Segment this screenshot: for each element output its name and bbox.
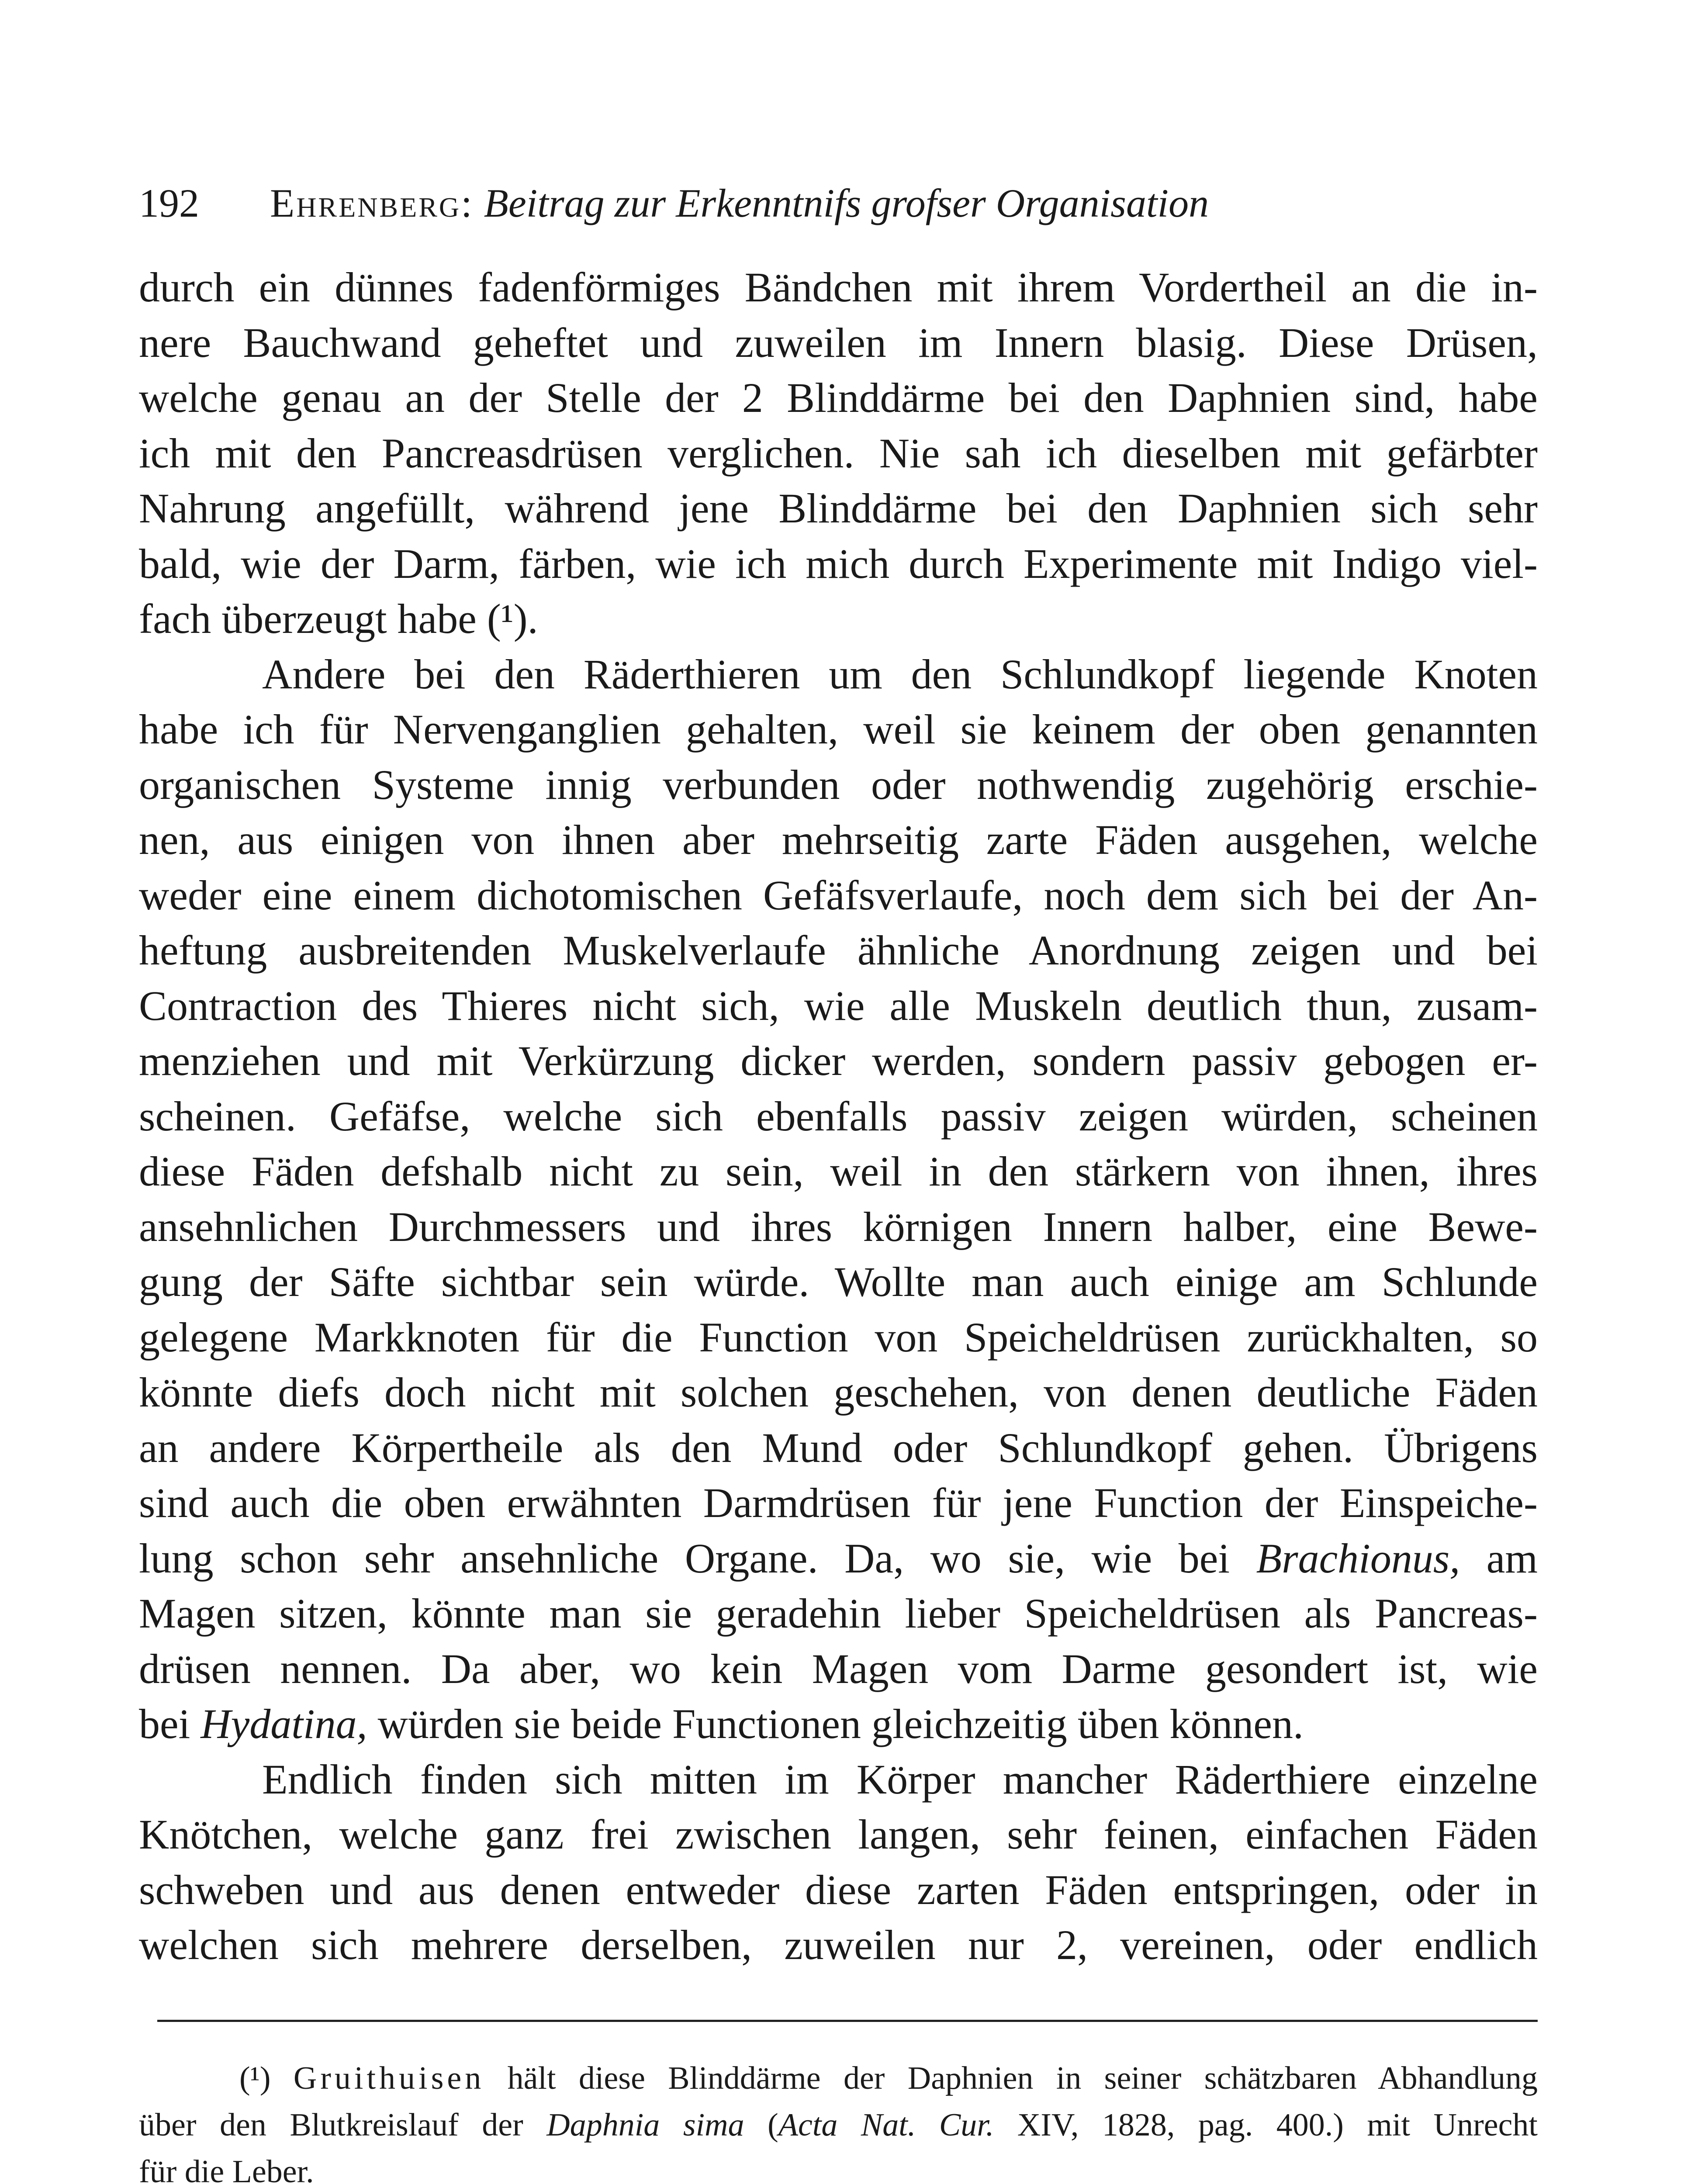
text-line: Contraction des Thieres nicht sich, wie alle Muskeln deutlich thun, zusam- xyxy=(139,982,1538,1029)
text-line: scheinen. Gefäfse, welche sich ebenfalls passiv zeigen würden, scheinen xyxy=(139,1092,1538,1140)
text-segment: bei xyxy=(139,1700,201,1747)
footnote-line xyxy=(139,2102,1538,2149)
text-line: weder eine einem dichotomischen Gefäfsverlaufe, noch dem sich bei der An- xyxy=(139,871,1538,919)
footnote-line xyxy=(139,2055,1538,2102)
text-line: schweben und aus denen entweder diese zarten Fäden entspringen, oder in xyxy=(139,1866,1538,1913)
text-line: gung der Säfte sichtbar sein würde. Wollte man auch einige am Schlunde xyxy=(139,1258,1538,1305)
text-line: menziehen und mit Verkürzung dicker werden, sondern passiv gebogen er- xyxy=(139,1037,1538,1084)
text-segment: würden sie beide Functionen gleichzeitig üben können. xyxy=(367,1700,1304,1747)
text-line xyxy=(139,1531,1538,1586)
page-number: 192 xyxy=(139,181,199,225)
text-line: an andere Körpertheile als den Mund oder Schlundkopf gehen. Übrigens xyxy=(139,1424,1538,1471)
footnote-marker: (¹) xyxy=(239,2060,271,2096)
running-header xyxy=(139,170,1554,236)
text-line: könnte diefs doch nicht mit solchen geschehen, von denen deutliche Fäden xyxy=(139,1369,1538,1416)
species-name: Daphnia sima xyxy=(546,2107,744,2143)
text-line: nere Bauchwand geheftet und zuweilen im Innern blasig. Diese Drüsen, xyxy=(139,319,1538,366)
text-line: sind auch die oben erwähnten Darmdrüsen für jene Function der Einspeiche- xyxy=(139,1479,1538,1526)
footnote-text: XIV, 1828, pag. 400.) mit Unrecht xyxy=(994,2107,1538,2143)
text-line: fach überzeugt habe (¹). xyxy=(139,595,538,642)
text-segment: am xyxy=(1460,1534,1538,1582)
text-line: Knötchen, welche ganz frei zwischen langen, sehr feinen, einfachen Fäden xyxy=(139,1811,1538,1858)
text-line xyxy=(139,1697,1538,1752)
text-line: gelegene Markknoten für die Function von Speicheldrüsen zurückhalten, so xyxy=(139,1313,1538,1361)
text-line: ansehnlichen Durchmessers und ihres körnigen Innern halber, eine Bewe- xyxy=(139,1203,1538,1250)
text-segment: lung schon sehr ansehnliche Organe. Da, wo sie, wie bei xyxy=(139,1534,1256,1582)
text-line: durch ein dünnes fadenförmiges Bändchen mit ihrem Vordertheil an die in- xyxy=(139,264,1538,311)
footnote-line: für die Leber. xyxy=(139,2154,314,2184)
text-line: ich mit den Pancreasdrüsen verglichen. Nie sah ich dieselben mit gefärbter xyxy=(139,429,1538,477)
text-line: Andere bei den Räderthieren um den Schlundkopf liegende Knoten xyxy=(262,650,1538,698)
text-line: drüsen nennen. Da aber, wo kein Magen vom Darme gesondert ist, wie xyxy=(139,1645,1538,1692)
text-line: Magen sitzen, könnte man sie geradehin lieber Speicheldrüsen als Pancreas- xyxy=(139,1590,1538,1637)
species-name: Brachionus, xyxy=(1256,1534,1460,1582)
text-line: bald, wie der Darm, färben, wie ich mich durch Experimente mit Indigo viel- xyxy=(139,540,1538,587)
footnote-text: hält diese Blinddärme der Daphnien in seiner schätzbaren Abhandlung xyxy=(484,2060,1538,2096)
journal-title: Acta Nat. Cur. xyxy=(778,2107,994,2143)
footnote-author: Gruithuisen xyxy=(293,2060,485,2096)
running-author: Ehrenberg: xyxy=(270,181,474,225)
text-line: habe ich für Nervenganglien gehalten, weil sie keinem der oben genannten xyxy=(139,706,1538,753)
text-line: organischen Systeme innig verbunden oder nothwendig zugehörig erschie- xyxy=(139,761,1538,808)
text-line: nen, aus einigen von ihnen aber mehrseitig zarte Fäden ausgehen, welche xyxy=(139,816,1538,863)
body-text xyxy=(139,260,1538,1973)
text-line: welche genau an der Stelle der 2 Blinddärme bei den Daphnien sind, habe xyxy=(139,374,1538,421)
text-line: Endlich finden sich mitten im Körper mancher Räderthiere einzelne xyxy=(262,1755,1538,1803)
text-line: heftung ausbreitenden Muskelverlaufe ähnliche Anordnung zeigen und bei xyxy=(139,927,1538,974)
running-title: Beitrag zur Erkenntnifs grofser Organisation xyxy=(484,181,1209,225)
footnote-divider xyxy=(157,2020,1538,2022)
text-line: diese Fäden defshalb nicht zu sein, weil in den stärkern von ihnen, ihres xyxy=(139,1148,1538,1195)
footnote-text: ( xyxy=(744,2107,778,2143)
text-line: welchen sich mehrere derselben, zuweilen nur 2, vereinen, oder endlich xyxy=(139,1921,1538,1968)
species-name: Hydatina, xyxy=(201,1700,367,1747)
footnote xyxy=(139,2055,1538,2184)
footnote-text: über den Blutkreislauf der xyxy=(139,2107,547,2143)
text-line: Nahrung angefüllt, während jene Blinddärme bei den Daphnien sich sehr xyxy=(139,485,1538,532)
